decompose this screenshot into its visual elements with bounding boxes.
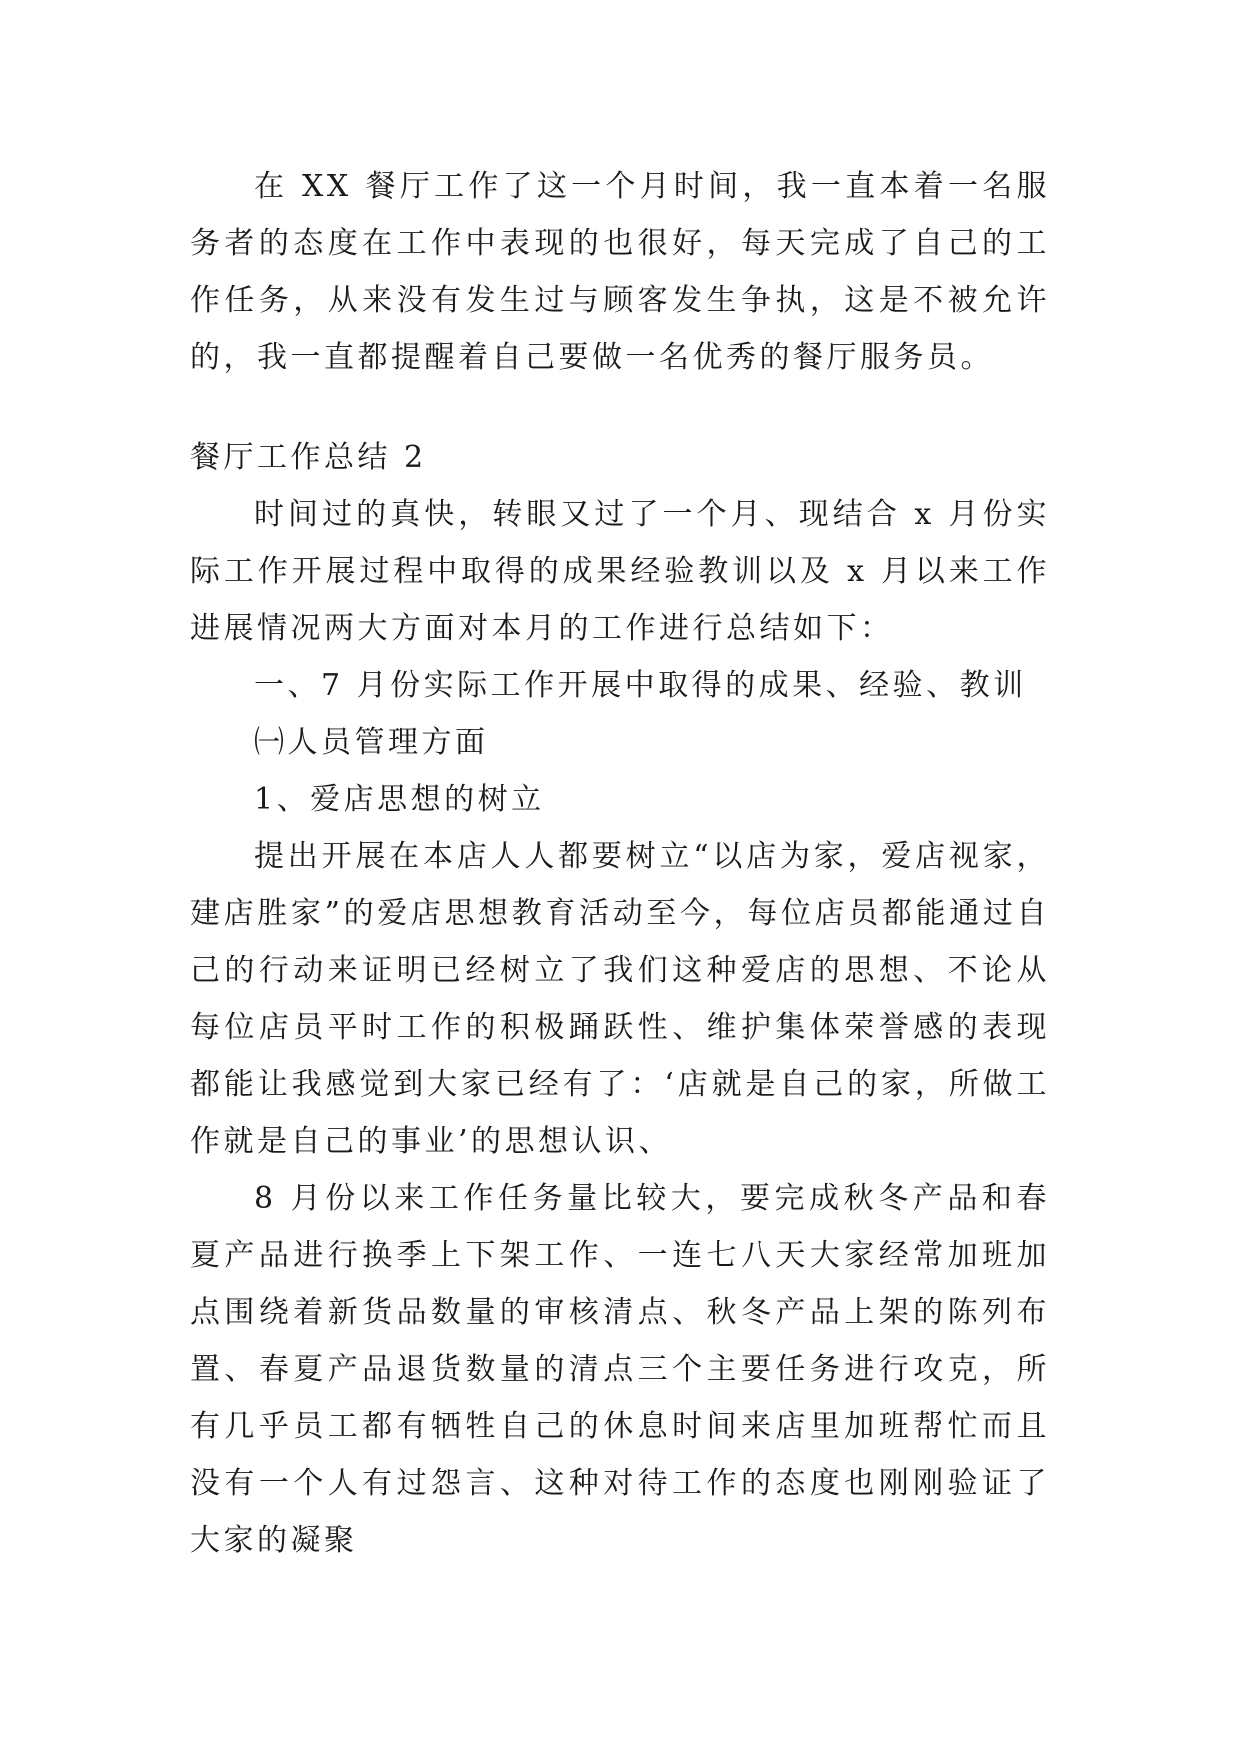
subheading-staff-management: ㈠人员管理方面: [254, 725, 489, 760]
paragraph-store-love: 提出开展在本店人人都要树立“以店为家，爱店视家，建店胜家”的爱店思想教育活动至今，每位店员都能通过自己的行动来证明已经树立了我们这种爱店的思想、不论从每位店员平时工作的积极踊跃性、维护集体荣誉感的表现都能让我感觉到大家已经有了：‘店就是自己的家，所做工作就是自己的事业’的思想认识、: [190, 839, 1050, 1159]
document-body: [190, 158, 1050, 1569]
paragraph-summary-intro: 时间过的真快，转眼又过了一个月、现结合 x 月份实际工作开展过程中取得的成果经验教训以及 x 月以来工作进展情况两大方面对本月的工作进行总结如下：: [190, 497, 1050, 646]
subheading-results: 一、7 月份实际工作开展中取得的成果、经验、教训: [254, 668, 1027, 703]
subheading-store-love: 1、爱店思想的树立: [254, 782, 545, 817]
paragraph-intro: 在 XX 餐厅工作了这一个月时间，我一直本着一名服务者的态度在工作中表现的也很好，每天完成了自己的工作任务，从来没有发生过与顾客发生争执，这是不被允许的，我一直都提醒着自己要做一名优秀的餐厅服务员。: [190, 169, 1050, 375]
section-title: 餐厅工作总结 2: [190, 440, 427, 475]
paragraph-august-work: 8 月份以来工作任务量比较大，要完成秋冬产品和春夏产品进行换季上下架工作、一连七八天大家经常加班加点围绕着新货品数量的审核清点、秋冬产品上架的陈列布置、春夏产品退货数量的清点三个主要任务进行攻克，所有几乎员工都有牺牲自己的休息时间来店里加班帮忙而且没有一个人有过怨言、这种对待工作的态度也刚刚验证了大家的凝聚: [190, 1181, 1050, 1558]
